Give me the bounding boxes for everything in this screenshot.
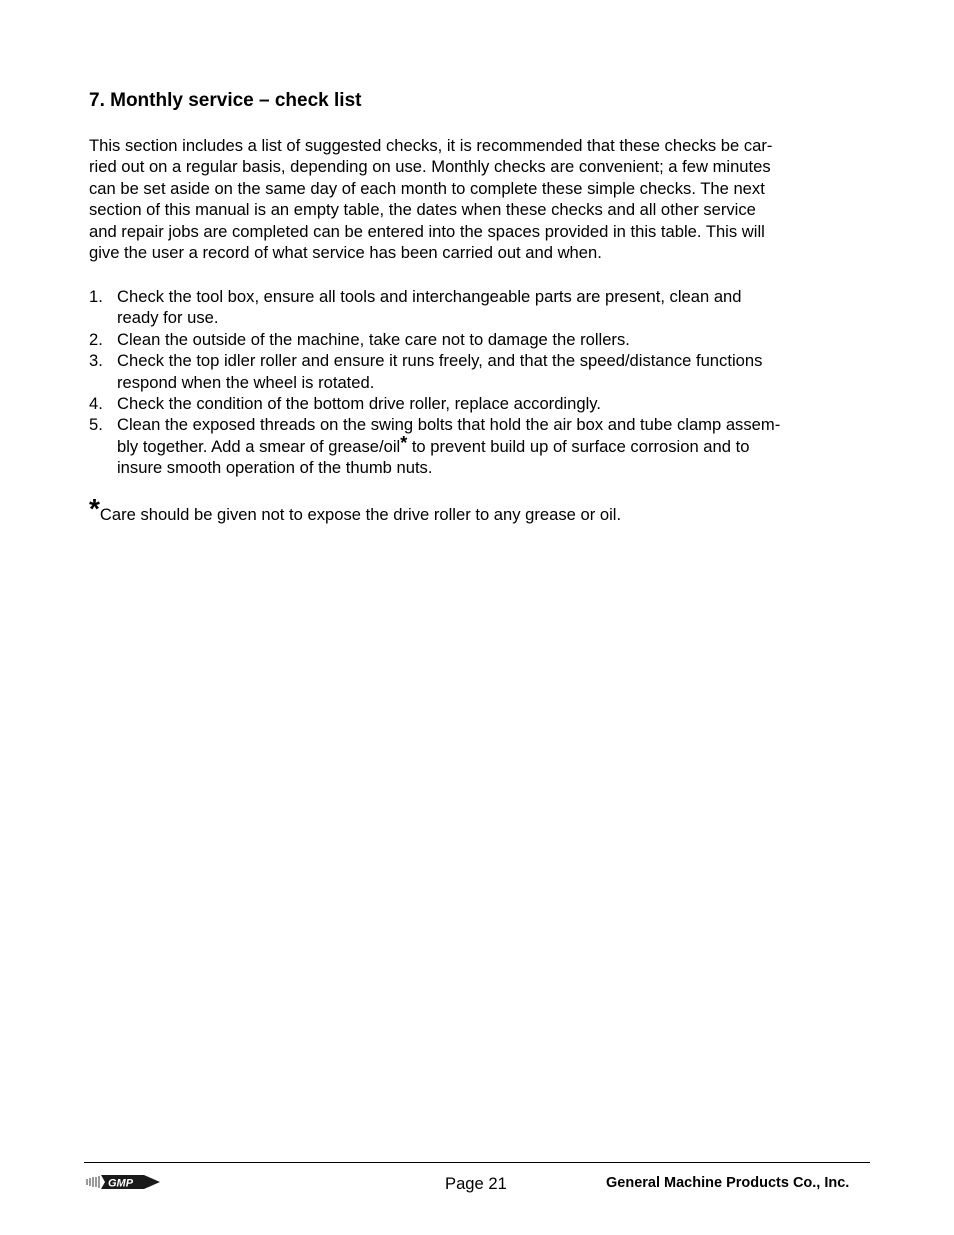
page-number: Page 21 (445, 1174, 507, 1193)
company-name: General Machine Products Co., Inc. (606, 1175, 850, 1191)
check-item-2 (89, 329, 879, 350)
intro-line: ried out on a regular basis, depending on use. Monthly checks are convenient; a few minutes (89, 157, 771, 177)
item-text: Check the top idler roller and ensure it runs freely, and that the speed/distance functions (117, 351, 763, 371)
intro-line: give the user a record of what service has been carried out and when. (89, 243, 602, 263)
intro-line: section of this manual is an empty table, the dates when these checks and all other service (89, 200, 756, 220)
item-text: Check the condition of the bottom drive roller, replace accordingly. (117, 394, 601, 414)
item-text-part: to prevent build up of surface corrosion and to (407, 436, 750, 456)
item-text: Clean the outside of the machine, take care not to damage the rollers. (117, 329, 630, 349)
item-number: 1. (89, 287, 103, 306)
item-text: ready for use. (117, 308, 219, 328)
item-text: insure smooth operation of the thumb nuts. (117, 458, 433, 478)
item-number: 2. (89, 329, 103, 349)
footnote-text: Care should be given not to expose the drive roller to any grease or oil. (99, 505, 622, 524)
check-item-1 (89, 286, 879, 329)
check-item-3 (89, 350, 879, 393)
footer-divider (84, 1162, 870, 1163)
footnote (89, 493, 622, 525)
check-item-5 (89, 414, 879, 478)
check-list (89, 286, 879, 479)
intro-line: and repair jobs are completed can be entered into the spaces provided in this table. This will (89, 221, 765, 241)
item-number: 3. (89, 351, 103, 371)
item-text-part: bly together. Add a smear of grease/oil (117, 436, 401, 456)
logo-text: GMP (108, 1177, 134, 1190)
item-text (117, 432, 879, 457)
gmp-logo-icon (84, 1170, 162, 1196)
item-text: Check the tool box, ensure all tools and interchangeable parts are present, clean and (117, 287, 742, 306)
footnote-asterisk: * (89, 493, 100, 524)
check-item-4 (89, 393, 879, 414)
section-heading: 7. Monthly service – check list (89, 90, 362, 111)
intro-line: can be set aside on the same day of each month to complete these simple checks. The next (89, 178, 765, 198)
intro-line: This section includes a list of suggested checks, it is recommended that these checks be car- (89, 136, 773, 155)
intro-paragraph (89, 135, 869, 263)
item-text: respond when the wheel is rotated. (117, 372, 375, 392)
footnote-marker: * (400, 432, 408, 453)
item-number: 5. (89, 415, 103, 435)
item-number: 4. (89, 394, 103, 414)
item-text: Clean the exposed threads on the swing bolts that hold the air box and tube clamp assem- (117, 415, 781, 435)
